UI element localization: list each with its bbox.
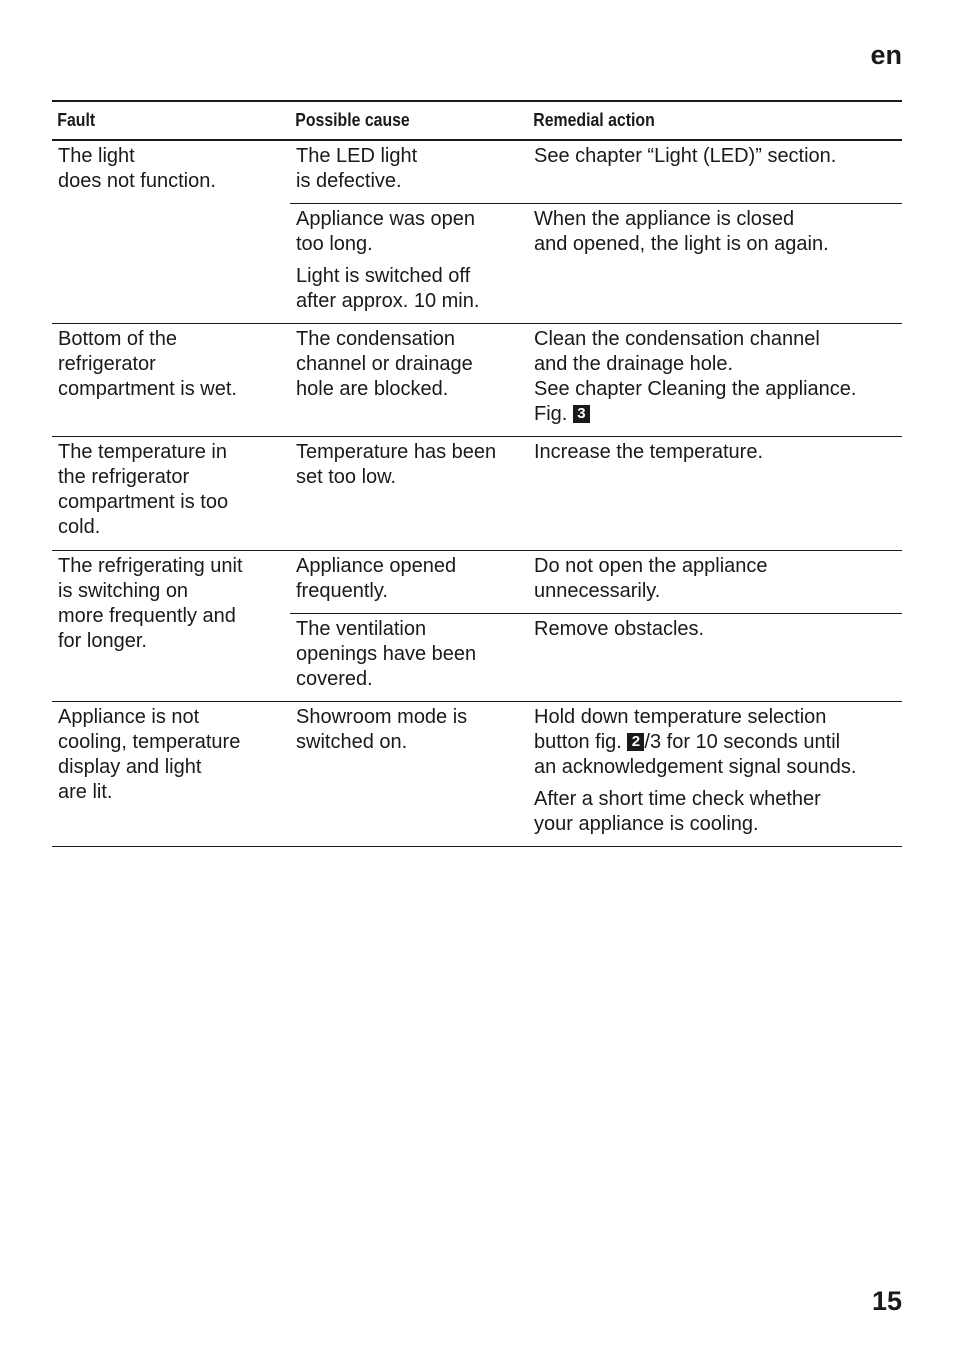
table-row [52,551,902,702]
cause-cell [290,702,528,846]
action-cell [528,141,902,203]
cause-action-pair [290,141,902,203]
cause-cell [290,437,528,550]
cause-action-pair [290,437,902,550]
action-text: See chapter “Light (LED)” section. [534,145,837,167]
fault-cell [52,141,290,323]
fault-text: The temperature in the refrigerator compartment is too cold. [58,441,229,538]
page-number: 15 [871,1286,902,1316]
action-text: Remove obstacles. [534,618,705,640]
cause-cell [290,551,528,613]
fault-text: The light does not function. [58,145,216,192]
table-row [52,702,902,847]
cause-text: The LED light is defective. [296,145,418,192]
fault-cell [52,324,290,436]
cause-action-pair [290,613,902,701]
fault-text: The refrigerating unit is switching on more frequently and for longer. [58,555,243,652]
table-row [52,437,902,551]
action-cell [528,702,902,846]
cause-action-list [290,324,902,436]
action-text-after: /3 for 10 seconds until an acknowledgement signal sounds. [534,731,857,778]
action-text: Clean the condensation channel and the drainage hole. See chapter Cleaning the appliance. [534,328,857,400]
cause-text: Temperature has been set too low. [296,441,497,488]
fault-cell [52,437,290,550]
cause-action-pair [290,324,902,436]
cause-action-pair [290,551,902,613]
action-cell [528,204,902,323]
action-cell [528,614,902,701]
cause-text: Showroom mode is switched on. [296,706,468,753]
action-text [534,705,902,780]
cause-text: The condensation channel or drainage hole are blocked. [296,328,473,400]
action-text: Do not open the appliance unnecessarily. [534,555,768,602]
cause-text: The ventilation openings have been covered. [296,618,477,690]
language-label: en [870,40,902,70]
fault-cell [52,702,290,846]
action-cell [528,324,902,436]
action-cell [528,551,902,613]
action-text-before: Hold down temperature selection button fig. [534,706,827,753]
action-cell [528,437,902,550]
troubleshooting-table [52,100,902,847]
table-row [52,324,902,437]
figure-ref-badge: 2 [627,733,644,751]
action-text: After a short time check whether your appliance is cooling. [534,788,821,835]
header-action: Remedial action [533,110,655,130]
fault-text: Bottom of the refrigerator compartment is wet. [58,328,237,400]
cause-text: Appliance opened frequently. [296,555,457,602]
fault-text: Appliance is not cooling, temperature display and light are lit. [58,706,241,803]
cause-action-list [290,437,902,550]
cause-text: Light is switched off after approx. 10 min. [296,265,480,312]
table-row [52,141,902,324]
cause-action-list [290,141,902,323]
header-cause: Possible cause [295,110,410,130]
figure-ref-badge: 3 [573,405,590,423]
fig-prefix: Fig. [534,403,573,425]
cause-cell [290,141,528,203]
header-fault: Fault [57,110,96,130]
cause-action-pair [290,702,902,846]
action-text: When the appliance is closed and opened, the light is on again. [534,208,829,255]
cause-cell [290,614,528,701]
cause-action-list [290,551,902,701]
cause-text: Appliance was open too long. [296,208,476,255]
action-fig-line [534,402,902,427]
table-header [52,100,902,141]
table-body [52,141,902,847]
cause-cell [290,204,528,323]
cause-action-list [290,702,902,846]
cause-cell [290,324,528,436]
action-text: Increase the temperature. [534,441,764,463]
fault-cell [52,551,290,701]
cause-action-pair [290,203,902,323]
